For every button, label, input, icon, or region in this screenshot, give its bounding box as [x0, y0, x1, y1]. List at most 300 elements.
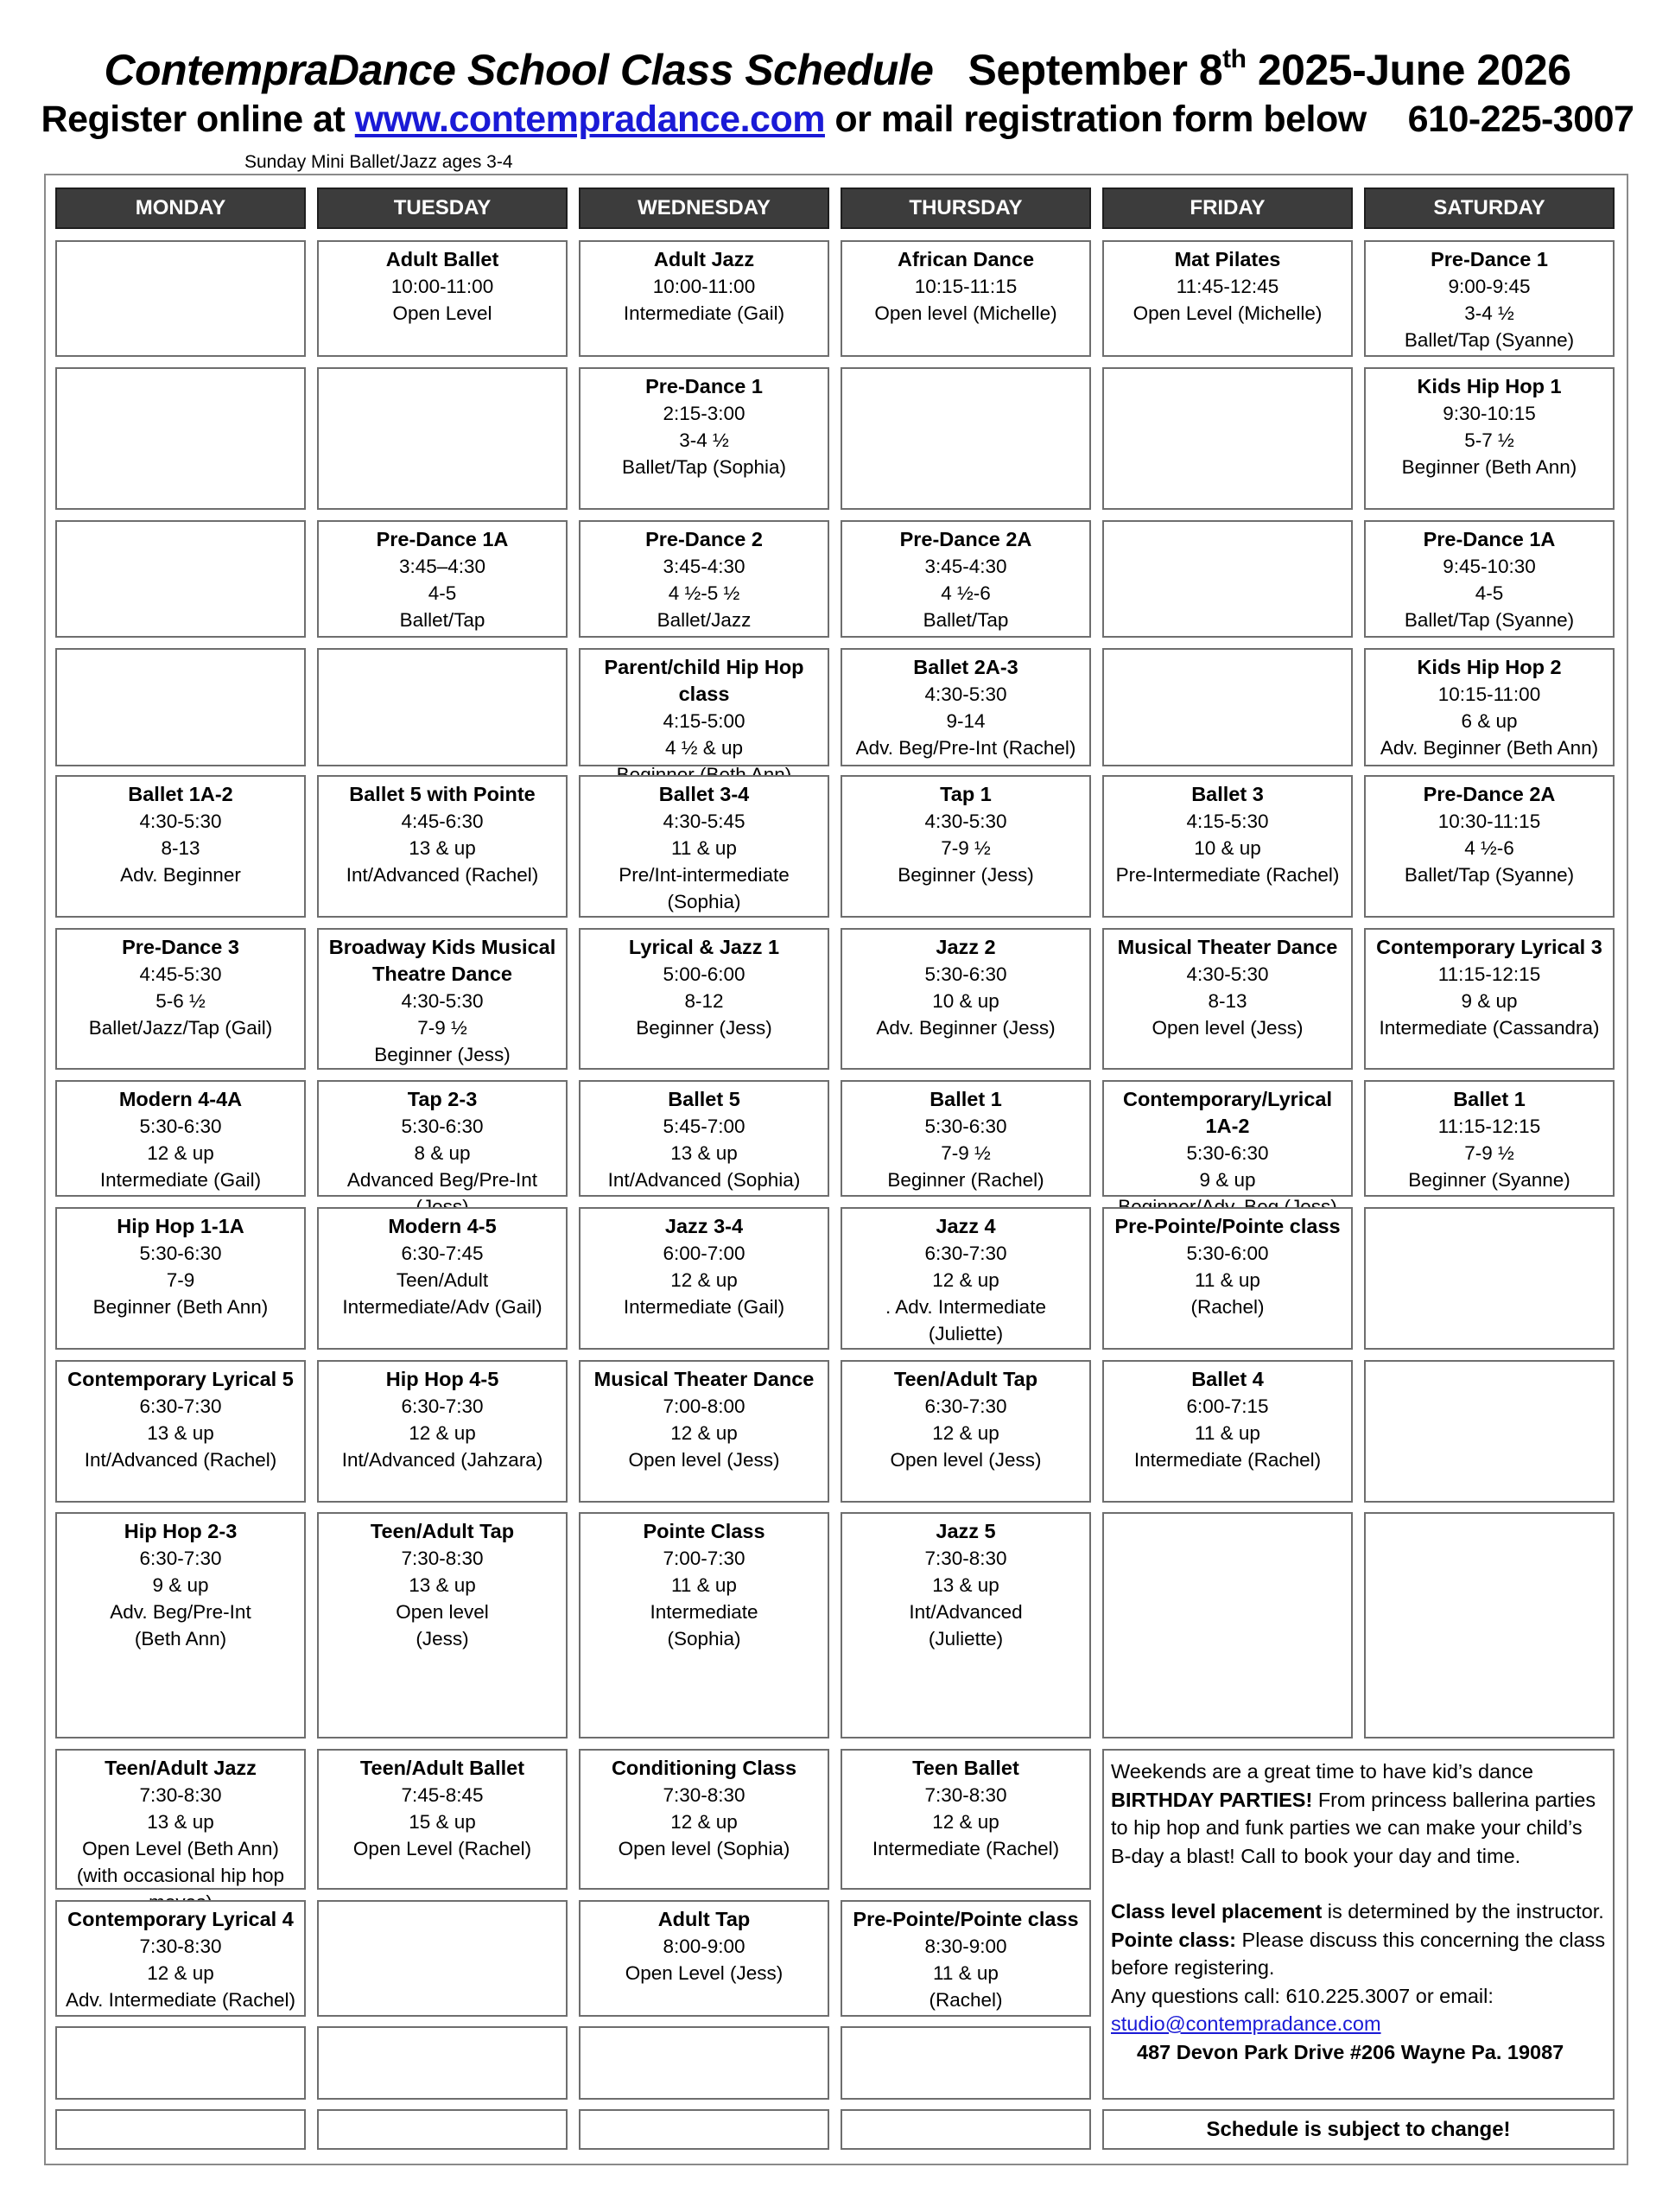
class-time: 9:30-10:15: [1443, 403, 1536, 424]
class-cell: [841, 240, 1091, 357]
class-cell: [317, 928, 568, 1070]
class-level: Intermediate (Gail): [99, 1169, 262, 1191]
class-level: Pre/Int-intermediate (Sophia): [619, 864, 790, 912]
empty-cell: [317, 2026, 568, 2100]
class-name: Teen/Adult Tap: [893, 1368, 1038, 1390]
class-name: Hip Hop 2-3: [124, 1520, 238, 1542]
class-level: Ballet/Tap (Syanne): [1404, 329, 1575, 351]
class-level: Open Level (Rachel): [352, 1838, 532, 1859]
class-time: 10:00-11:00: [652, 276, 756, 297]
class-cell: [317, 240, 568, 357]
register-prefix: Register online at: [41, 99, 355, 140]
empty-cell: [55, 240, 306, 357]
email-link[interactable]: studio@contempradance.com: [1111, 2012, 1381, 2035]
class-ages: 12 & up: [932, 1422, 999, 1444]
class-ages: 11 & up: [671, 837, 737, 859]
class-level: (Juliette): [928, 1323, 1004, 1344]
class-cell: [55, 928, 306, 1070]
class-level: (Juliette): [928, 1628, 1004, 1649]
class-ages: 11 & up: [1195, 1422, 1260, 1444]
class-time: 9:00-9:45: [1448, 276, 1531, 297]
pointe-text: Please discuss this concerning the class before registering.: [1111, 1928, 1606, 1979]
class-ages: 7-9 ½: [1464, 1142, 1514, 1164]
class-ages: 7-9 ½: [941, 1142, 991, 1164]
class-ages: Open level (Michelle): [874, 302, 1057, 324]
class-ages: 13 & up: [670, 1142, 738, 1164]
class-name: Lyrical & Jazz 1: [628, 936, 780, 958]
class-cell: [579, 775, 829, 918]
class-level: Int/Advanced (Sophia): [607, 1169, 801, 1191]
class-cell: [841, 1080, 1091, 1197]
class-level: Ballet/Tap: [399, 609, 485, 631]
class-name: Conditioning Class: [611, 1757, 797, 1779]
class-time: 4:30-5:30: [401, 990, 484, 1012]
class-ages: 15 & up: [409, 1811, 476, 1833]
class-name: Ballet 5: [668, 1088, 740, 1110]
date-range-suffix: 2025-June 2026: [1246, 46, 1571, 94]
class-cell: [317, 1749, 568, 1890]
class-level: (Beth Ann): [134, 1628, 227, 1649]
class-ages: 11 & up: [1195, 1269, 1260, 1291]
class-cell: [579, 1360, 829, 1503]
class-name: Pre-Dance 2A: [899, 528, 1032, 550]
class-time: 6:00-7:00: [663, 1243, 746, 1264]
class-name: Adult Tap: [657, 1908, 751, 1930]
class-name: Ballet 1: [1453, 1088, 1526, 1110]
empty-cell: [1102, 648, 1353, 766]
class-name: Pre-Dance 1A: [1423, 528, 1556, 550]
class-level: Beginner (Beth Ann): [1401, 456, 1577, 478]
class-time: 7:30-8:30: [401, 1548, 484, 1569]
class-ages: 9 & up: [152, 1574, 209, 1596]
empty-cell: [317, 1900, 568, 2017]
class-ages: 3-4 ½: [679, 429, 729, 451]
class-cell: [1364, 648, 1615, 766]
class-name: Teen/Adult Jazz: [105, 1757, 257, 1779]
class-name: Contemporary Lyrical 3: [1376, 936, 1602, 958]
class-cell: [579, 1080, 829, 1197]
class-name: Mat Pilates: [1174, 248, 1281, 270]
class-cell: [55, 1900, 306, 2017]
class-level: (with occasional hip hop: [76, 1865, 285, 1886]
class-level: Open level: [396, 1601, 489, 1623]
class-time: 2:15-3:00: [663, 403, 746, 424]
class-level: Int/Advanced: [909, 1601, 1023, 1623]
class-ages: 6 & up: [1461, 710, 1518, 732]
class-time: 4:45-5:30: [139, 963, 222, 985]
class-level: Adv. Beginner (Jess): [876, 1017, 1056, 1039]
class-cell: [841, 1512, 1091, 1738]
empty-cell: [1102, 367, 1353, 510]
day-header-monday: MONDAY: [55, 188, 306, 229]
class-cell: [55, 1080, 306, 1197]
class-cell: [841, 520, 1091, 638]
class-cell: [317, 1512, 568, 1738]
class-name: Ballet 5 with Pointe: [349, 783, 536, 805]
class-ages: 12 & up: [670, 1422, 738, 1444]
class-name: Modern 4-5: [388, 1215, 497, 1237]
class-name: Ballet 3-4: [658, 783, 750, 805]
class-level: Open level (Jess): [628, 1449, 780, 1471]
class-time: 5:45-7:00: [663, 1116, 746, 1137]
studio-address: 487 Devon Park Drive #206 Wayne Pa. 19087: [1137, 2040, 1564, 2063]
class-name: Parent/child Hip Hop class: [604, 656, 804, 705]
class-time: 11:45-12:45: [1176, 276, 1279, 297]
class-level: Open level (Jess): [1152, 1017, 1304, 1039]
class-level: Ballet/Jazz/Tap (Gail): [88, 1017, 273, 1039]
class-cell: [579, 1749, 829, 1890]
class-level: Intermediate/Adv (Gail): [342, 1296, 542, 1318]
class-cell: [317, 1207, 568, 1350]
class-cell: [55, 1207, 306, 1350]
empty-cell: [55, 2109, 306, 2150]
class-ages: 9-14: [946, 710, 986, 732]
class-cell: [1102, 1207, 1353, 1350]
class-name: Adult Jazz: [653, 248, 755, 270]
class-name: Pre-Dance 1A: [376, 528, 509, 550]
class-cell: [1102, 240, 1353, 357]
class-name: Pre-Dance 2: [645, 528, 763, 550]
class-level: Intermediate: [650, 1601, 758, 1623]
class-name: Hip Hop 4-5: [385, 1368, 499, 1390]
page-header: [0, 0, 1675, 173]
class-cell: [579, 648, 829, 766]
class-ages: 4 ½ & up: [664, 737, 744, 759]
class-level: Ballet/Tap: [923, 609, 1009, 631]
class-time: 4:30-5:45: [663, 810, 746, 832]
class-ages: 12 & up: [147, 1142, 214, 1164]
class-cell: [1364, 1080, 1615, 1197]
class-name: Tap 2-3: [407, 1088, 478, 1110]
class-ages: Intermediate (Gail): [623, 302, 785, 324]
class-ages: 4 ½-5 ½: [668, 582, 740, 604]
class-time: 4:30-5:30: [924, 683, 1007, 705]
class-level: Intermediate (Rachel): [872, 1838, 1060, 1859]
class-time: 11:15-12:15: [1437, 963, 1541, 985]
empty-cell: [317, 648, 568, 766]
day-header-tuesday: TUESDAY: [317, 188, 568, 229]
class-cell: [841, 928, 1091, 1070]
class-time: 9:45-10:30: [1443, 556, 1536, 577]
class-name: Kids Hip Hop 2: [1417, 656, 1562, 678]
class-ages: 12 & up: [409, 1422, 476, 1444]
class-cell: [579, 240, 829, 357]
class-level: Int/Advanced (Rachel): [84, 1449, 277, 1471]
class-ages: Open Level (Michelle): [1133, 302, 1323, 324]
class-level: Beginner (Jess): [898, 864, 1034, 886]
class-time: 7:30-8:30: [663, 1784, 746, 1806]
class-time: 5:30-6:30: [1186, 1142, 1269, 1164]
class-time: 6:30-7:30: [924, 1395, 1007, 1417]
class-cell: [55, 1512, 306, 1738]
class-time: 6:30-7:45: [401, 1243, 484, 1264]
class-ages: Teen/Adult: [396, 1269, 489, 1291]
empty-cell: [55, 2026, 306, 2100]
class-cell: [579, 1512, 829, 1738]
placement-text: is determined by the instructor.: [1322, 1900, 1604, 1923]
class-level: Ballet/Tap (Syanne): [1404, 864, 1575, 886]
class-time: 7:30-8:30: [139, 1784, 222, 1806]
class-name: Modern 4-4A: [118, 1088, 243, 1110]
class-name: Pre-Dance 3: [122, 936, 239, 958]
class-time: 10:30-11:15: [1437, 810, 1541, 832]
class-time: 4:30-5:30: [924, 810, 1007, 832]
class-name: Contemporary Lyrical 4: [67, 1908, 294, 1930]
class-ages: 5-7 ½: [1464, 429, 1514, 451]
class-name: Theatre Dance: [372, 963, 512, 985]
class-ages: 12 & up: [670, 1269, 738, 1291]
empty-cell: [841, 2109, 1091, 2150]
class-name: Teen/Adult Tap: [370, 1520, 515, 1542]
class-time: 6:30-7:30: [401, 1395, 484, 1417]
class-cell: [579, 1207, 829, 1350]
pointe-bold: Pointe class:: [1111, 1928, 1236, 1951]
class-time: 5:30-6:00: [1186, 1243, 1269, 1264]
class-time: 10:15-11:00: [1437, 683, 1541, 705]
class-ages: 13 & up: [147, 1422, 214, 1444]
class-ages: 13 & up: [932, 1574, 999, 1596]
class-cell: [1102, 928, 1353, 1070]
empty-cell: [841, 2026, 1091, 2100]
class-name: Teen Ballet: [912, 1757, 1019, 1779]
class-level: Intermediate (Gail): [623, 1296, 785, 1318]
class-level: (Rachel): [1190, 1296, 1265, 1318]
day-header-saturday: SATURDAY: [1364, 188, 1615, 229]
class-ages: 10 & up: [932, 990, 999, 1012]
class-time: 8:30-9:00: [924, 1936, 1007, 1957]
class-cell: [1102, 1360, 1353, 1503]
class-ages: 12 & up: [932, 1269, 999, 1291]
class-time: 6:30-7:30: [139, 1395, 222, 1417]
class-name: Broadway Kids Musical: [328, 936, 556, 958]
class-ages: 11 & up: [933, 1962, 999, 1984]
class-name: Ballet 1A-2: [128, 783, 233, 805]
empty-cell: [1364, 1207, 1615, 1350]
class-name: Jazz 4: [936, 1215, 996, 1237]
class-time: 7:00-7:30: [663, 1548, 746, 1569]
class-time: 3:45-4:30: [924, 556, 1007, 577]
class-level: Int/Advanced (Jahzara): [341, 1449, 543, 1471]
empty-cell: [579, 2109, 829, 2150]
class-level: (Rachel): [929, 1989, 1003, 2011]
class-ages: 10 & up: [1194, 837, 1261, 859]
class-ages: 5-6 ½: [155, 990, 206, 1012]
class-name: Pre-Dance 1: [1431, 248, 1548, 270]
class-cell: [55, 775, 306, 918]
class-ages: 8-13: [1208, 990, 1247, 1012]
class-time: 5:30-6:30: [401, 1116, 484, 1137]
date-range-prefix: September 8: [968, 46, 1223, 94]
class-cell: [1364, 240, 1615, 357]
class-name: Pre-Pointe/Pointe class: [853, 1908, 1079, 1930]
class-time: 4:30-5:30: [1186, 963, 1269, 985]
class-level: Adv. Beg/Pre-Int (Rachel): [855, 737, 1076, 759]
class-time: 4:15-5:30: [1186, 810, 1269, 832]
class-level: Pre-Intermediate (Rachel): [1115, 864, 1340, 886]
class-ages: 12 & up: [147, 1962, 214, 1984]
class-ages: 13 & up: [409, 1574, 476, 1596]
class-ages: 8 & up: [414, 1142, 471, 1164]
class-cell: [841, 1207, 1091, 1350]
class-cell: [579, 1900, 829, 2017]
class-time: 6:30-7:30: [139, 1548, 222, 1569]
class-time: 5:30-6:30: [139, 1116, 222, 1137]
class-time: 3:45–4:30: [398, 556, 486, 577]
schedule-title: [0, 45, 1675, 95]
class-name: Pre-Pointe/Pointe class: [1114, 1215, 1341, 1237]
class-ages: 12 & up: [670, 1811, 738, 1833]
class-cell: [579, 367, 829, 510]
class-ages: 8-12: [684, 990, 724, 1012]
class-cell: [1364, 367, 1615, 510]
class-cell: [1364, 520, 1615, 638]
class-cell: [55, 1749, 306, 1890]
class-time: 4:30-5:30: [139, 810, 222, 832]
class-cell: [1364, 928, 1615, 1070]
class-time: 7:45-8:45: [401, 1784, 484, 1806]
date-range-sup: th: [1222, 45, 1247, 73]
registration-line: [0, 99, 1675, 141]
empty-cell: [841, 367, 1091, 510]
class-ages: 7-9: [166, 1269, 195, 1291]
class-name: Tap 1: [940, 783, 992, 805]
class-cell: [1102, 1080, 1353, 1197]
class-name: Ballet 4: [1191, 1368, 1264, 1390]
class-ages: Open Level (Jess): [625, 1962, 784, 1984]
class-level: Int/Advanced (Rachel): [346, 864, 539, 886]
class-level: Adv. Beginner: [120, 864, 241, 886]
birthday-text-post: From princess ballerina parties to hip hop and funk parties we can make your child’s B-day a blast! Call to book your day and time.: [1111, 1788, 1596, 1867]
class-name: Pre-Dance 2A: [1423, 783, 1556, 805]
placement-bold: Class level placement: [1111, 1900, 1323, 1923]
day-header-thursday: THURSDAY: [841, 188, 1091, 229]
class-ages: 4-5: [428, 582, 457, 604]
class-time: 4:15-5:00: [663, 710, 746, 732]
class-time: 7:30-8:30: [924, 1548, 1007, 1569]
class-name: Musical Theater Dance: [1117, 936, 1338, 958]
class-level: . Adv. Intermediate: [885, 1296, 1046, 1318]
empty-cell: [55, 648, 306, 766]
class-time: 5:30-6:30: [924, 963, 1007, 985]
class-name: Jazz 2: [936, 936, 996, 958]
class-cell: [317, 775, 568, 918]
birthday-parties-bold: BIRTHDAY PARTIES!: [1111, 1788, 1313, 1811]
class-cell: [1364, 775, 1615, 918]
class-name: Pointe Class: [643, 1520, 765, 1542]
class-cell: [55, 1360, 306, 1503]
birthday-text-pre: Weekends are a great time to have kid’s dance: [1111, 1760, 1534, 1783]
class-cell: [579, 928, 829, 1070]
class-cell: [317, 520, 568, 638]
class-time: 5:00-6:00: [663, 963, 746, 985]
empty-cell: [317, 367, 568, 510]
empty-cell: [1102, 520, 1353, 638]
class-ages: 8-13: [161, 837, 200, 859]
class-ages: 4 ½-6: [1464, 837, 1514, 859]
class-level: Ballet/Jazz: [657, 609, 752, 631]
class-name: Ballet 2A-3: [913, 656, 1018, 678]
class-ages: 13 & up: [409, 837, 476, 859]
class-name: Contemporary/Lyrical 1A-2: [1122, 1088, 1333, 1137]
class-name: Pre-Dance 1: [645, 375, 763, 397]
class-level: (Sophia): [667, 1628, 741, 1649]
class-cell: [317, 1080, 568, 1197]
class-level: Advanced Beg/Pre-Int: [346, 1169, 538, 1191]
class-ages: 7-9 ½: [417, 1017, 467, 1039]
class-name: Hip Hop 1-1A: [117, 1215, 244, 1237]
class-level: Ballet/Tap (Sophia): [621, 456, 787, 478]
class-ages: 13 & up: [147, 1811, 214, 1833]
empty-cell: [1364, 1360, 1615, 1503]
class-cell: [841, 1360, 1091, 1503]
class-level: Intermediate (Cassandra): [1379, 1017, 1600, 1039]
class-cell: [841, 1749, 1091, 1890]
class-level: Ballet/Tap (Syanne): [1404, 609, 1575, 631]
phone-number: 610-225-3007: [1407, 99, 1634, 140]
empty-cell: [55, 520, 306, 638]
class-ages: 9 & up: [1199, 1169, 1256, 1191]
class-ages: 7-9 ½: [941, 837, 991, 859]
class-level: Beginner (Syanne): [1408, 1169, 1570, 1191]
class-name: Teen/Adult Ballet: [359, 1757, 525, 1779]
class-time: 10:00-11:00: [390, 276, 494, 297]
empty-cell: [55, 367, 306, 510]
empty-cell: [579, 2026, 829, 2100]
class-level: Open level (Sophia): [618, 1838, 790, 1859]
class-time: 3:45-4:30: [663, 556, 746, 577]
questions-text: Any questions call: 610.225.3007 or email:: [1111, 1984, 1494, 2007]
class-name: Jazz 5: [936, 1520, 996, 1542]
class-time: 11:15-12:15: [1437, 1116, 1541, 1137]
register-suffix: or mail registration form below: [824, 99, 1367, 140]
class-ages: 3-4 ½: [1464, 302, 1514, 324]
class-cell: [1102, 775, 1353, 918]
class-name: Kids Hip Hop 1: [1417, 375, 1562, 397]
class-time: 8:00-9:00: [663, 1936, 746, 1957]
website-link[interactable]: www.contempradance.com: [354, 99, 825, 140]
empty-cell: [1102, 1512, 1353, 1738]
class-time: 7:30-8:30: [139, 1936, 222, 1957]
class-level: Intermediate (Rachel): [1133, 1449, 1322, 1471]
sunday-note: Sunday Mini Ballet/Jazz ages 3-4: [244, 152, 513, 172]
class-name: Ballet 3: [1191, 783, 1264, 805]
class-level: Open Level (Beth Ann): [82, 1838, 279, 1859]
class-ages: 4 ½-6: [941, 582, 991, 604]
class-cell: [317, 1360, 568, 1503]
class-time: 4:45-6:30: [401, 810, 484, 832]
class-name: Contemporary Lyrical 5: [67, 1368, 294, 1390]
class-ages: 11 & up: [671, 1574, 737, 1596]
class-time: 5:30-6:30: [924, 1116, 1007, 1137]
class-level: Adv. Beginner (Beth Ann): [1380, 737, 1599, 759]
class-name: Musical Theater Dance: [593, 1368, 815, 1390]
class-level: Open level (Jess): [890, 1449, 1042, 1471]
class-cell: [841, 775, 1091, 918]
empty-cell: [1364, 1512, 1615, 1738]
class-level: (Jess): [416, 1628, 469, 1649]
class-name: Ballet 1: [929, 1088, 1002, 1110]
class-level: Beginner (Beth Ann): [92, 1296, 269, 1318]
class-ages: 4-5: [1475, 582, 1504, 604]
class-ages: 12 & up: [932, 1811, 999, 1833]
day-header-friday: FRIDAY: [1102, 188, 1353, 229]
day-header-wednesday: WEDNESDAY: [579, 188, 829, 229]
class-ages: 9 & up: [1461, 990, 1518, 1012]
class-level: Beginner (Jess): [374, 1044, 511, 1065]
class-time: 6:30-7:30: [924, 1243, 1007, 1264]
class-time: 5:30-6:30: [139, 1243, 222, 1264]
class-time: 7:00-8:00: [663, 1395, 746, 1417]
